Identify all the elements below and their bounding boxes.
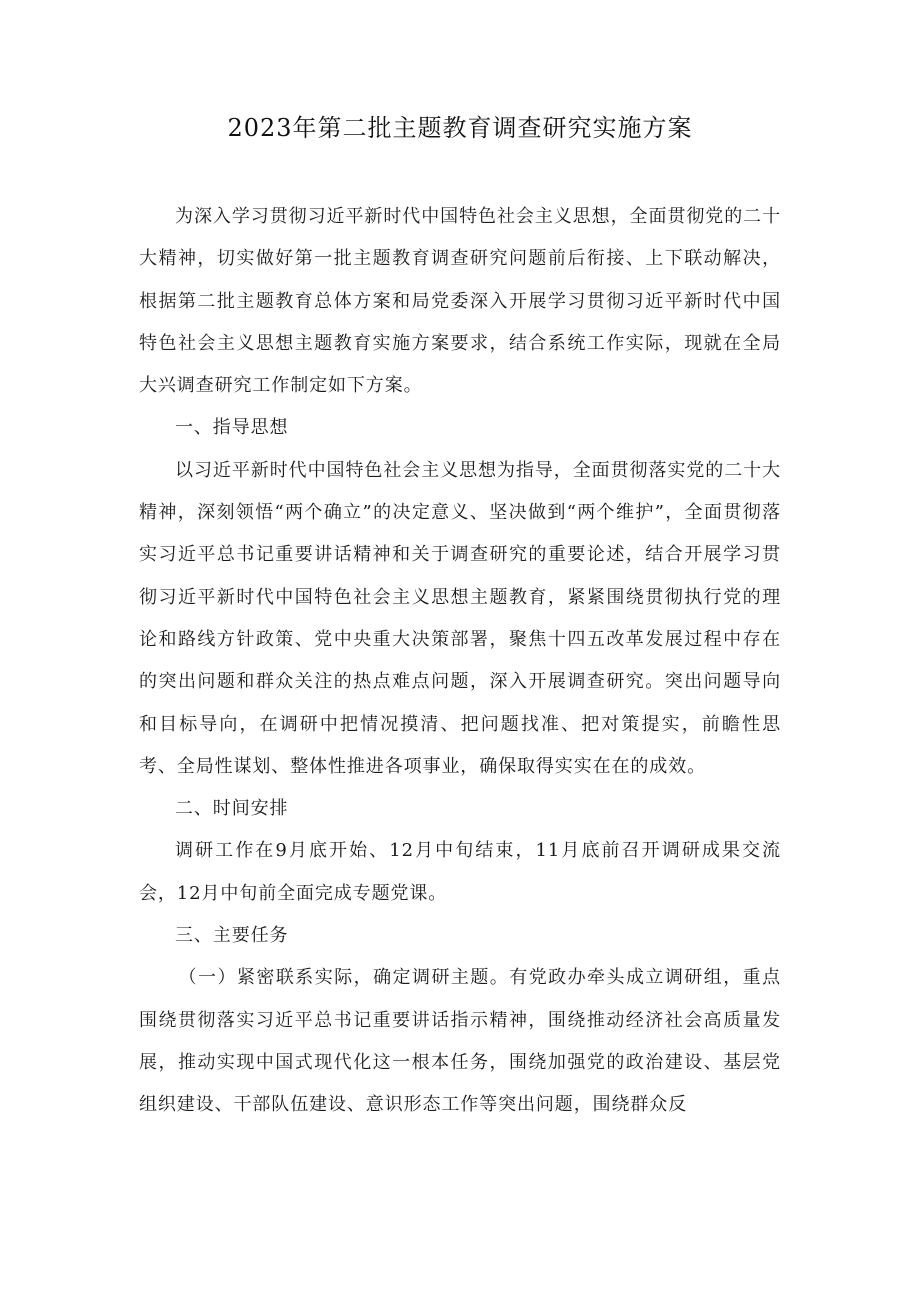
guiding-thought-paragraph: 以习近平新时代中国特色社会主义思想为指导，全面贯彻落实党的二十大精神，深刻领悟“两个确立”的决定意义、坚决做到“两个维护”，全面贯彻落实习近平总书记重要讲话精神和关于调查研究的重要论述，结合开展学习贯彻习近平新时代中国特色社会主义思想主题教育，紧紧围绕贯彻执行党的理论和路线方针政策、党中央重大决策部署，聚焦十四五改革发展过程中存在的突出问题和群众关注的热点难点问题，深入开展调查研究。突出问题导向和目标导向，在调研中把情况摸清、把问题找准、把对策提实，前瞻性思考、全局性谋划、整体性推进各项事业，确保取得实实在在的成效。 — [139, 459, 781, 777]
intro-paragraph: 为深入学习贯彻习近平新时代中国特色社会主义思想，全面贯彻党的二十大精神，切实做好第一批主题教育调查研究问题前后衔接、上下联动解决，根据第二批主题教育总体方案和局党委深入开展学习贯彻习近平新时代中国特色社会主义思想主题教育实施方案要求，结合系统工作实际，现就在全局大兴调查研究工作制定如下方案。 — [139, 206, 781, 397]
section-heading-guiding-thought: 一、指导思想 — [175, 417, 289, 439]
schedule-paragraph: 调研工作在9月底开始、12月中旬结束，11月底前召开调研成果交流会，12月中旬前全面完成专题党课。 — [139, 840, 781, 904]
document-title: 2023年第二批主题教育调查研究实施方案 — [227, 114, 693, 142]
section-heading-main-tasks: 三、主要任务 — [175, 925, 289, 947]
section-heading-schedule: 二、时间安排 — [175, 798, 289, 820]
document-body — [139, 196, 781, 1127]
task-one-paragraph: （一）紧密联系实际，确定调研主题。有党政办牵头成立调研组，重点围绕贯彻落实习近平总书记重要讲话指示精神，围绕推动经济社会高质量发展，推动实现中国式现代化这一根本任务，围绕加强党的政治建设、基层党组织建设、干部队伍建设、意识形态工作等突出问题，围绕群众反 — [139, 967, 781, 1116]
